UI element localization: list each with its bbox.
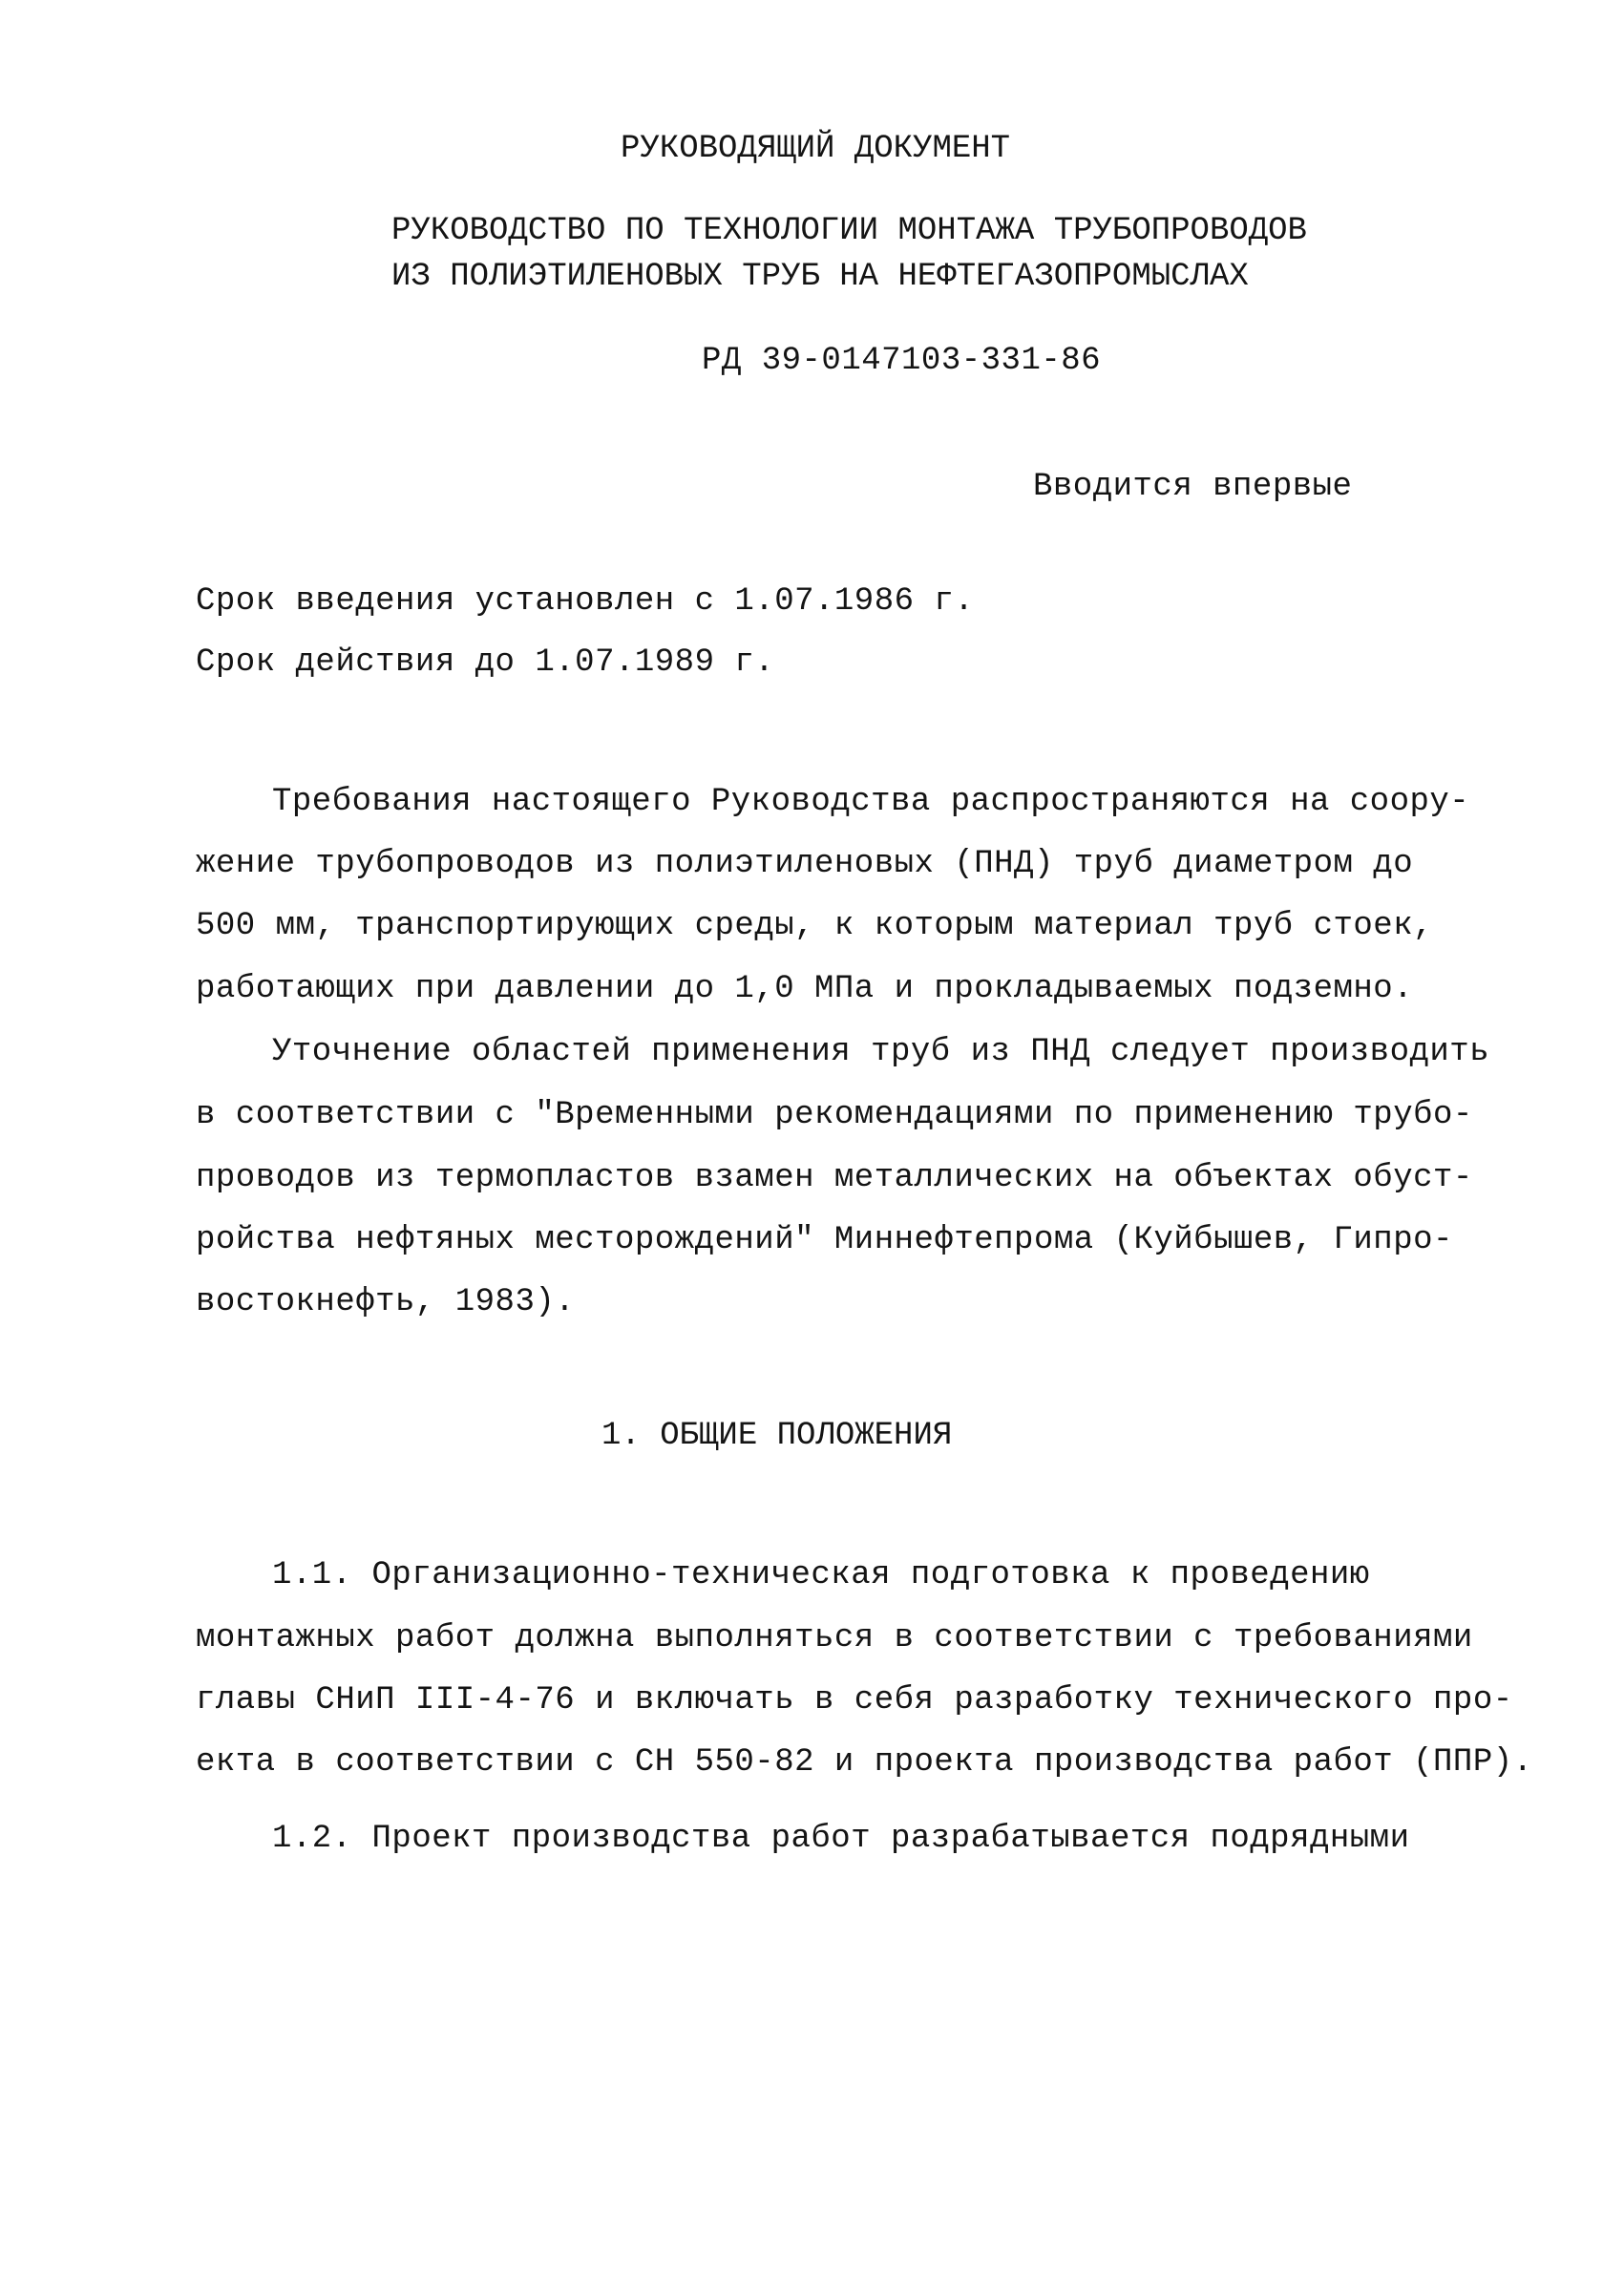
document-type: РУКОВОДЯЩИЙ ДОКУМЕНТ xyxy=(621,131,1011,167)
intro-paragraph-1-line: жение трубопроводов из полиэтиленовых (ПНД) труб диаметром до xyxy=(196,846,1414,882)
item-1-1-line: 1.1. Организационно-техническая подготовка к проведению xyxy=(272,1557,1370,1593)
item-1-2-line: 1.2. Проект производства работ разрабатывается подрядными xyxy=(272,1821,1410,1857)
intro-paragraph-1-line: работающих при давлении до 1,0 МПа и прокладываемых подземно. xyxy=(196,971,1414,1007)
validity-date: Срок действия до 1.07.1989 г. xyxy=(196,644,775,681)
document-title-line-2: ИЗ ПОЛИЭТИЛЕНОВЫХ ТРУБ НА НЕФТЕГАЗОПРОМЫСЛАХ xyxy=(391,259,1249,295)
introduction-date: Срок введения установлен с 1.07.1986 г. xyxy=(196,583,975,620)
intro-paragraph-2-line: востокнефть, 1983). xyxy=(196,1284,576,1320)
intro-paragraph-1-line: 500 мм, транспортирующих среды, к которым материал труб стоек, xyxy=(196,908,1434,944)
item-1-1-line: главы СНиП III-4-76 и включать в себя разработку технического про- xyxy=(196,1682,1513,1719)
document-title-line-1: РУКОВОДСТВО ПО ТЕХНОЛОГИИ МОНТАЖА ТРУБОПРОВОДОВ xyxy=(391,213,1307,249)
item-1-1-line: монтажных работ должна выполняться в соответствии с требованиями xyxy=(196,1620,1473,1656)
item-1-1-line: екта в соответствии с СН 550-82 и проекта производства работ (ППР). xyxy=(196,1744,1533,1781)
section-1-heading: 1. ОБЩИЕ ПОЛОЖЕНИЯ xyxy=(601,1418,953,1454)
intro-paragraph-1-line: Требования настоящего Руководства распространяются на соору- xyxy=(272,784,1470,820)
intro-paragraph-2-line: проводов из термопластов взамен металлических на объектах обуст- xyxy=(196,1160,1473,1196)
document-status: Вводится впервые xyxy=(1033,469,1353,505)
intro-paragraph-2-line: Уточнение областей применения труб из ПНД следует производить xyxy=(272,1034,1490,1070)
intro-paragraph-2-line: в соответствии с "Временными рекомендациями по применению трубо- xyxy=(196,1097,1473,1133)
intro-paragraph-2-line: ройства нефтяных месторождений" Миннефтепрома (Куйбышев, Гипро- xyxy=(196,1222,1453,1258)
document-code: РД 39-0147103-331-86 xyxy=(702,343,1102,379)
